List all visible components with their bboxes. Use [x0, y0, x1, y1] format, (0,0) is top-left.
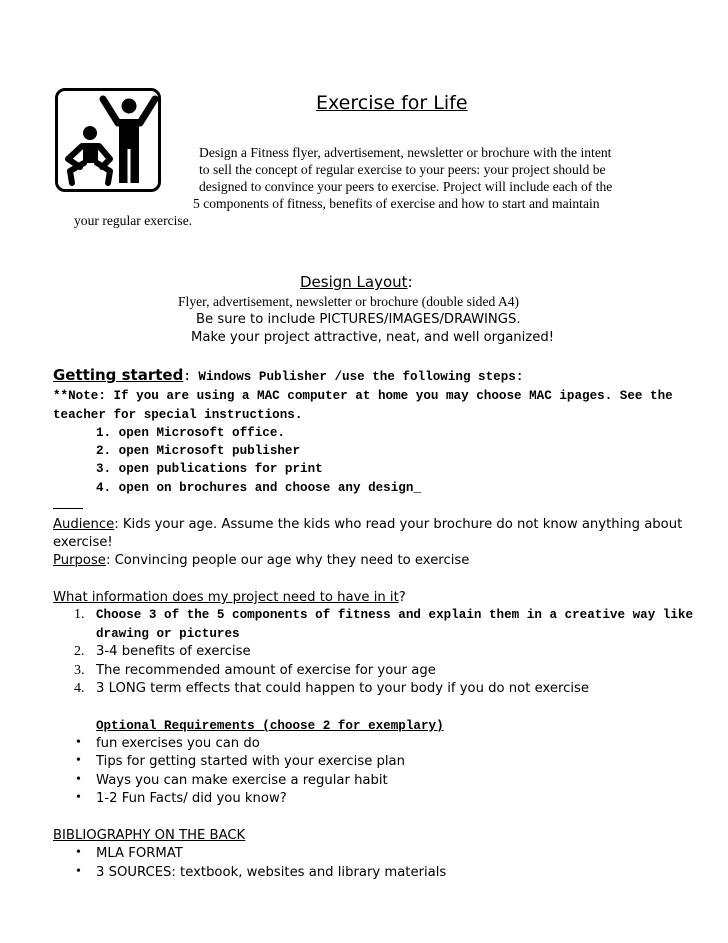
optional-heading: Optional Requirements (choose 2 for exemplary) — [96, 719, 444, 733]
page-title: Exercise for Life — [316, 92, 468, 114]
purpose-line — [53, 553, 469, 568]
design-layout-line-1: Flyer, advertisement, newsletter or brochure (double sided A4) — [178, 294, 520, 309]
optional-bullet-3: • — [76, 772, 81, 787]
requirement-4-number: 4. — [74, 681, 85, 696]
bibliography-item-2: 3 SOURCES: textbook, websites and library materials — [96, 865, 447, 880]
design-layout-line-3: Make your project attractive, neat, and well organized! — [191, 330, 555, 345]
purpose-label: Purpose — [53, 553, 106, 568]
bibliography-item-1: MLA FORMAT — [96, 846, 183, 861]
exercising-figures-icon — [58, 91, 158, 189]
design-layout-heading-text: Design Layout — [300, 273, 408, 291]
bibliography-bullet-2: • — [76, 864, 81, 879]
requirements-question — [53, 590, 406, 605]
optional-bullet-1: • — [76, 735, 81, 750]
mac-note-line-1: **Note: If you are using a MAC computer at home you may choose MAC ipages. See the — [53, 389, 673, 403]
step-1: 1. open Microsoft office. — [96, 426, 285, 440]
intro-line-1: Design a Fitness flyer, advertisement, newsletter or brochure with the intent — [199, 145, 612, 160]
optional-item-1: fun exercises you can do — [96, 736, 260, 751]
getting-started-line — [53, 366, 523, 385]
purpose-text: : Convincing people our age why they need to exercise — [105, 553, 470, 568]
audience-line-2: exercise! — [53, 535, 113, 550]
intro-line-5: your regular exercise. — [74, 213, 193, 228]
requirement-4-text: 3 LONG term effects that could happen to your body if you do not exercise — [96, 681, 589, 696]
audience-label: Audience — [53, 517, 115, 532]
bibliography-bullet-1: • — [76, 845, 81, 860]
bibliography-heading: BIBLIOGRAPHY ON THE BACK — [53, 828, 246, 843]
design-layout-heading — [300, 273, 413, 291]
design-layout-colon: : — [407, 273, 413, 291]
step-3: 3. open publications for print — [96, 462, 323, 476]
requirement-1-text: Choose 3 of the 5 components of fitness and explain them in a creative way like — [96, 608, 694, 622]
getting-started-rest: : Windows Publisher /use the following steps: — [183, 370, 524, 384]
requirements-question-text: What information does my project need to have in it — [53, 590, 399, 605]
requirement-1-number: 1. — [74, 607, 85, 622]
audience-text: : Kids your age. Assume the kids who read your brochure do not know anything about — [114, 517, 683, 532]
getting-started-label: Getting started — [53, 366, 184, 384]
optional-item-4: 1-2 Fun Facts/ did you know? — [96, 791, 287, 806]
requirement-3-number: 3. — [74, 663, 85, 678]
short-divider — [53, 508, 83, 509]
requirement-2-number: 2. — [74, 644, 85, 659]
mac-note-line-2: teacher for special instructions. — [53, 408, 303, 422]
requirement-1-text-cont: drawing or pictures — [96, 627, 240, 641]
intro-line-4: 5 components of fitness, benefits of exercise and how to start and maintain — [193, 196, 600, 211]
optional-bullet-4: • — [76, 790, 81, 805]
design-layout-line-2: Be sure to include PICTURES/IMAGES/DRAWINGS. — [196, 312, 521, 327]
audience-line-1 — [53, 517, 682, 532]
step-2: 2. open Microsoft publisher — [96, 444, 301, 458]
step-4: 4. open on brochures and choose any design_ — [96, 481, 421, 495]
requirement-2-text: 3-4 benefits of exercise — [96, 644, 251, 659]
optional-bullet-2: • — [76, 753, 81, 768]
optional-item-3: Ways you can make exercise a regular habit — [96, 773, 388, 788]
intro-line-3: designed to convince your peers to exercise. Project will include each of the — [199, 179, 613, 194]
intro-line-2: to sell the concept of regular exercise to your peers: your project should be — [199, 162, 606, 177]
optional-item-2: Tips for getting started with your exercise plan — [96, 754, 405, 769]
exercise-logo-icon — [55, 88, 161, 192]
requirement-3-text: The recommended amount of exercise for your age — [96, 663, 436, 678]
requirements-question-mark: ? — [398, 590, 406, 605]
